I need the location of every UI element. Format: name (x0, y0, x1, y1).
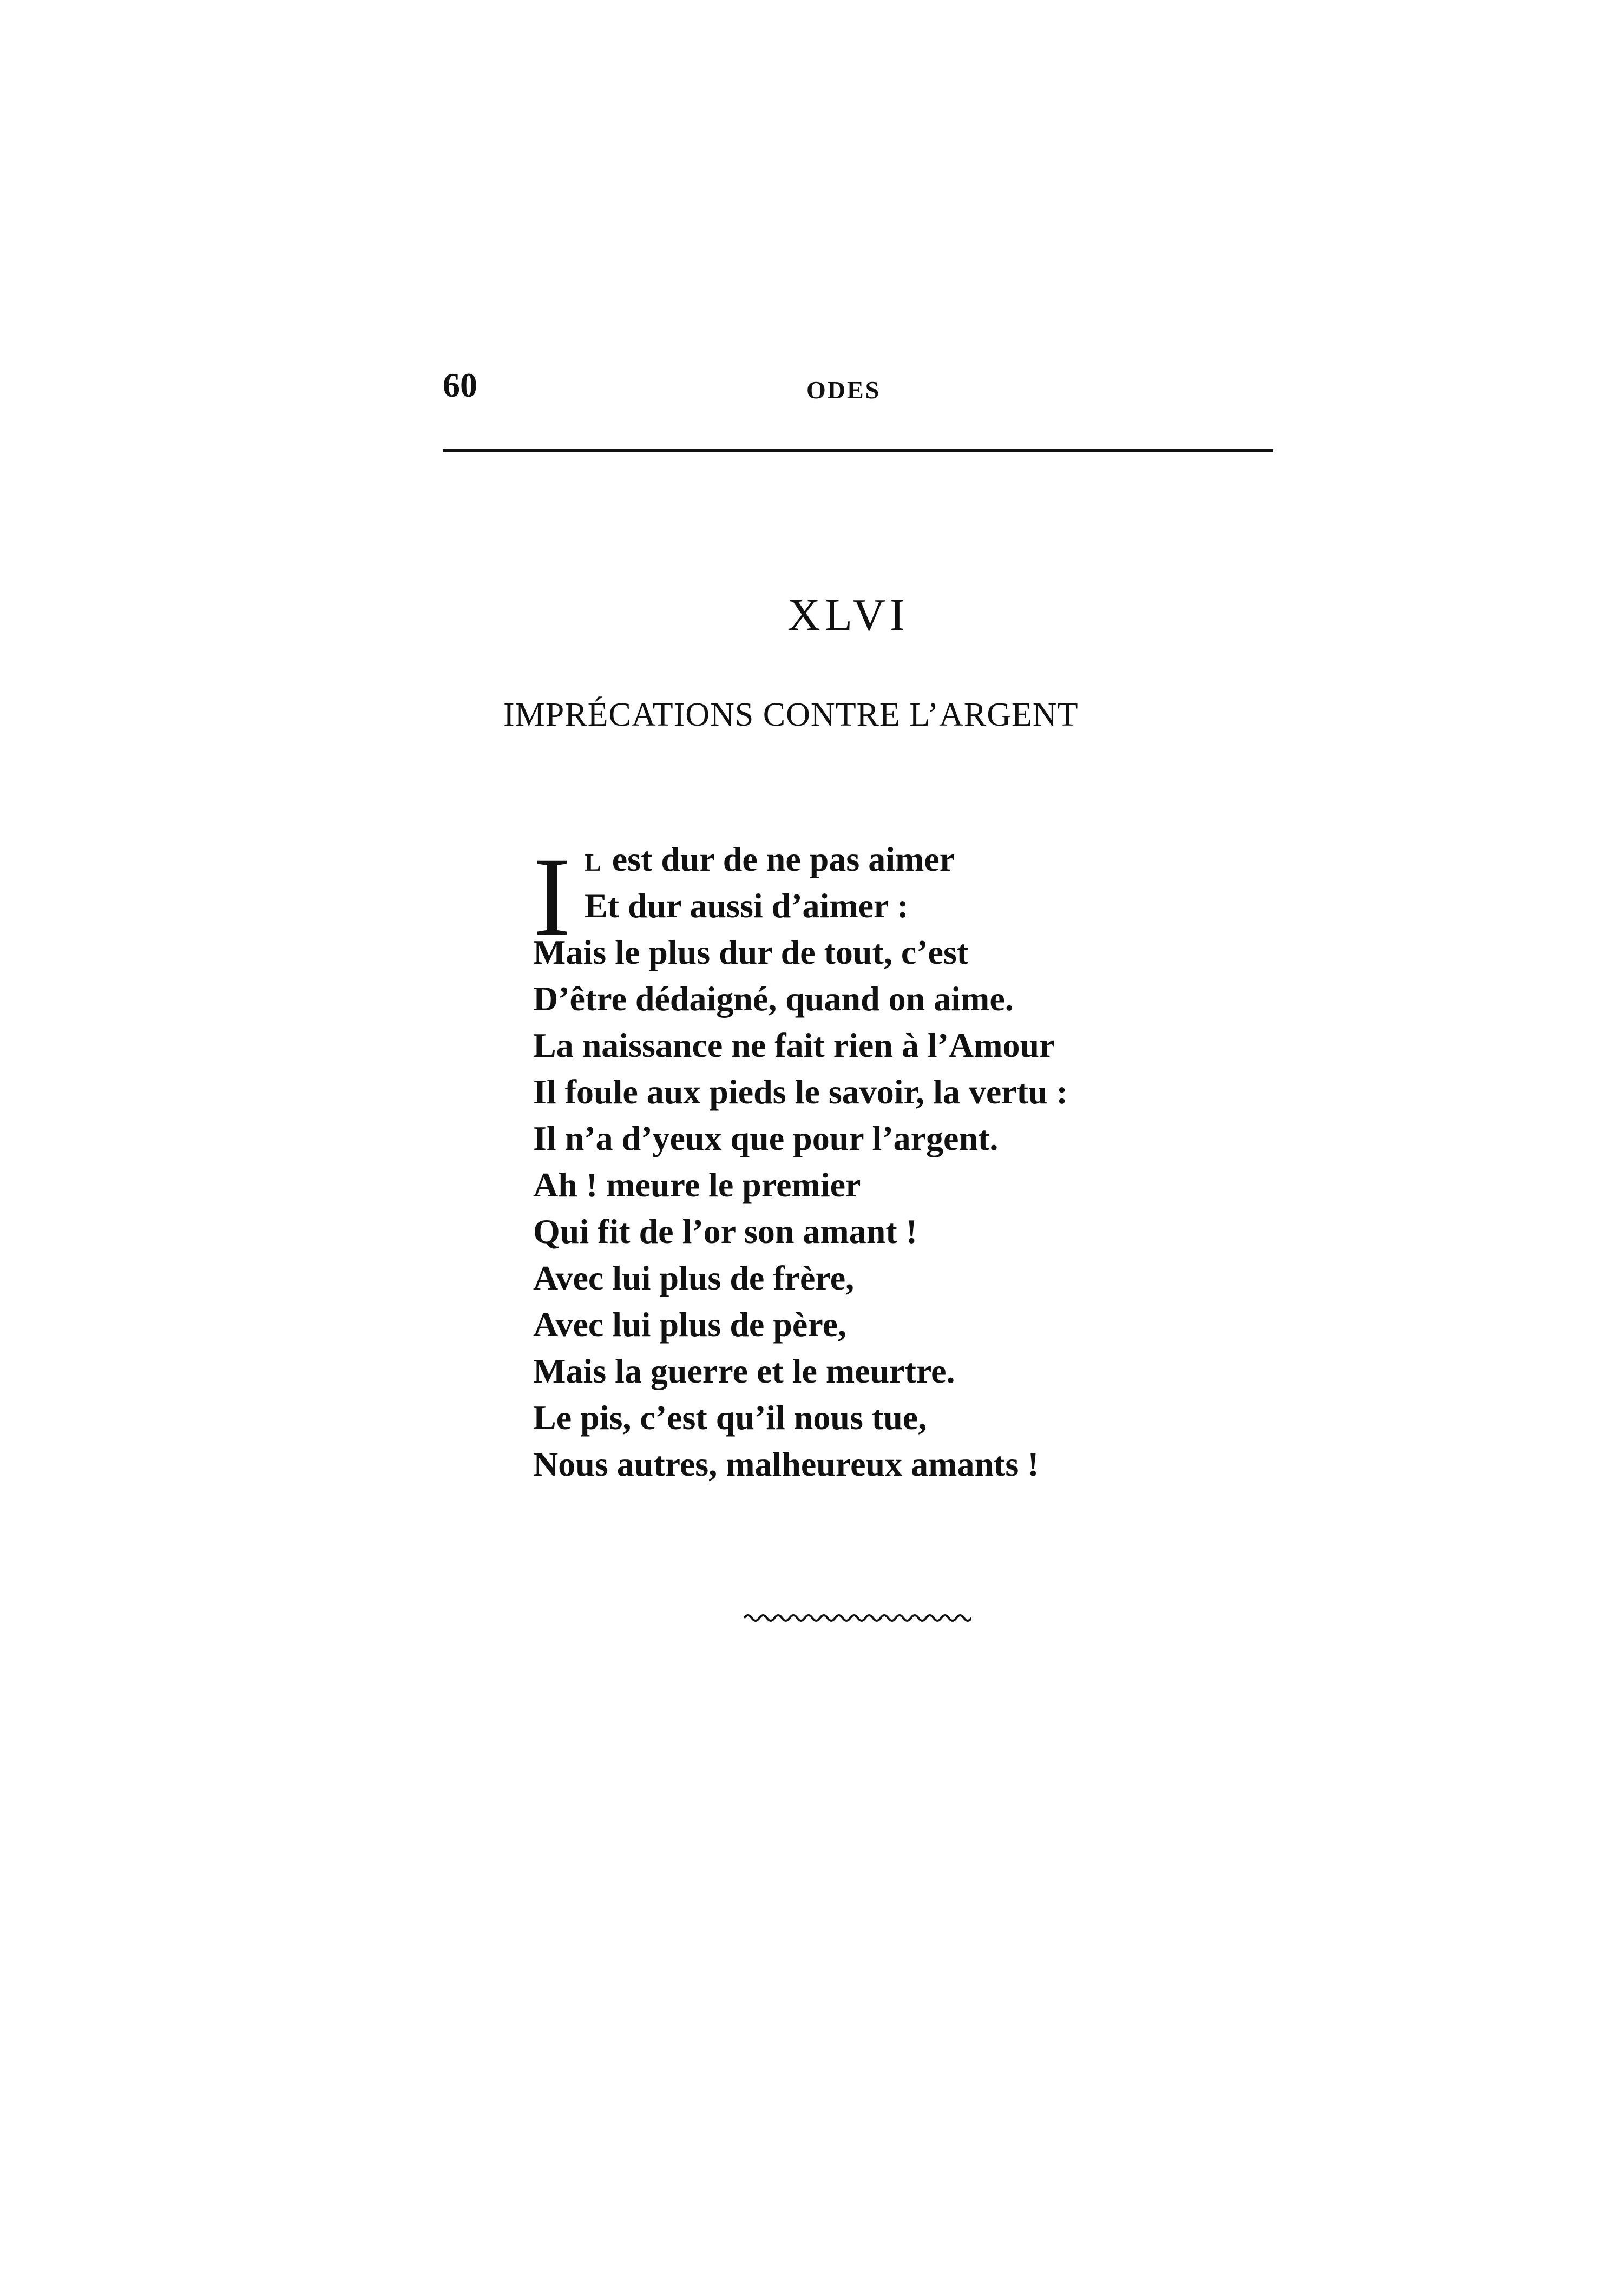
poem-line: Avec lui plus de père, (533, 1305, 846, 1344)
poem-lines (533, 836, 1264, 1488)
poem-line: Avec lui plus de frère, (533, 1259, 855, 1297)
wavy-line-icon (744, 1610, 971, 1626)
poem-line: Il foule aux pieds le savoir, la vertu : (533, 1073, 1068, 1111)
poem-line: Nous autres, malheureux amants ! (533, 1445, 1039, 1483)
poem-line: Mais la guerre et le meurtre. (533, 1352, 955, 1390)
poem-line: Mais le plus dur de tout, c’est (533, 933, 969, 971)
poem-line: D’être dédaigné, quand on aime. (533, 979, 1014, 1018)
drop-cap: I (533, 834, 571, 959)
first-line-text: est dur de ne pas aimer (612, 840, 955, 878)
poem-line: Ah ! meure le premier (533, 1166, 861, 1204)
ode-title: IMPRÉCATIONS CONTRE L’ARGENT (503, 696, 1079, 733)
poem (533, 836, 1264, 1488)
poem-line (533, 836, 1264, 883)
poem-line: Il n’a d’yeux que pour l’argent. (533, 1119, 999, 1157)
first-word-small-caps: L (585, 848, 602, 876)
ode-number: XLVI (787, 590, 909, 640)
poem-line: La naissance ne fait rien à l’Amour (533, 1026, 1055, 1064)
header-rule (443, 449, 1273, 452)
poem-line: Le pis, c’est qu’il nous tue, (533, 1398, 927, 1437)
page-number: 60 (443, 366, 477, 404)
running-head: ODES (806, 376, 881, 404)
poem-line: Qui fit de l’or son amant ! (533, 1212, 917, 1251)
poem-line: Et dur aussi d’aimer : (585, 886, 909, 925)
